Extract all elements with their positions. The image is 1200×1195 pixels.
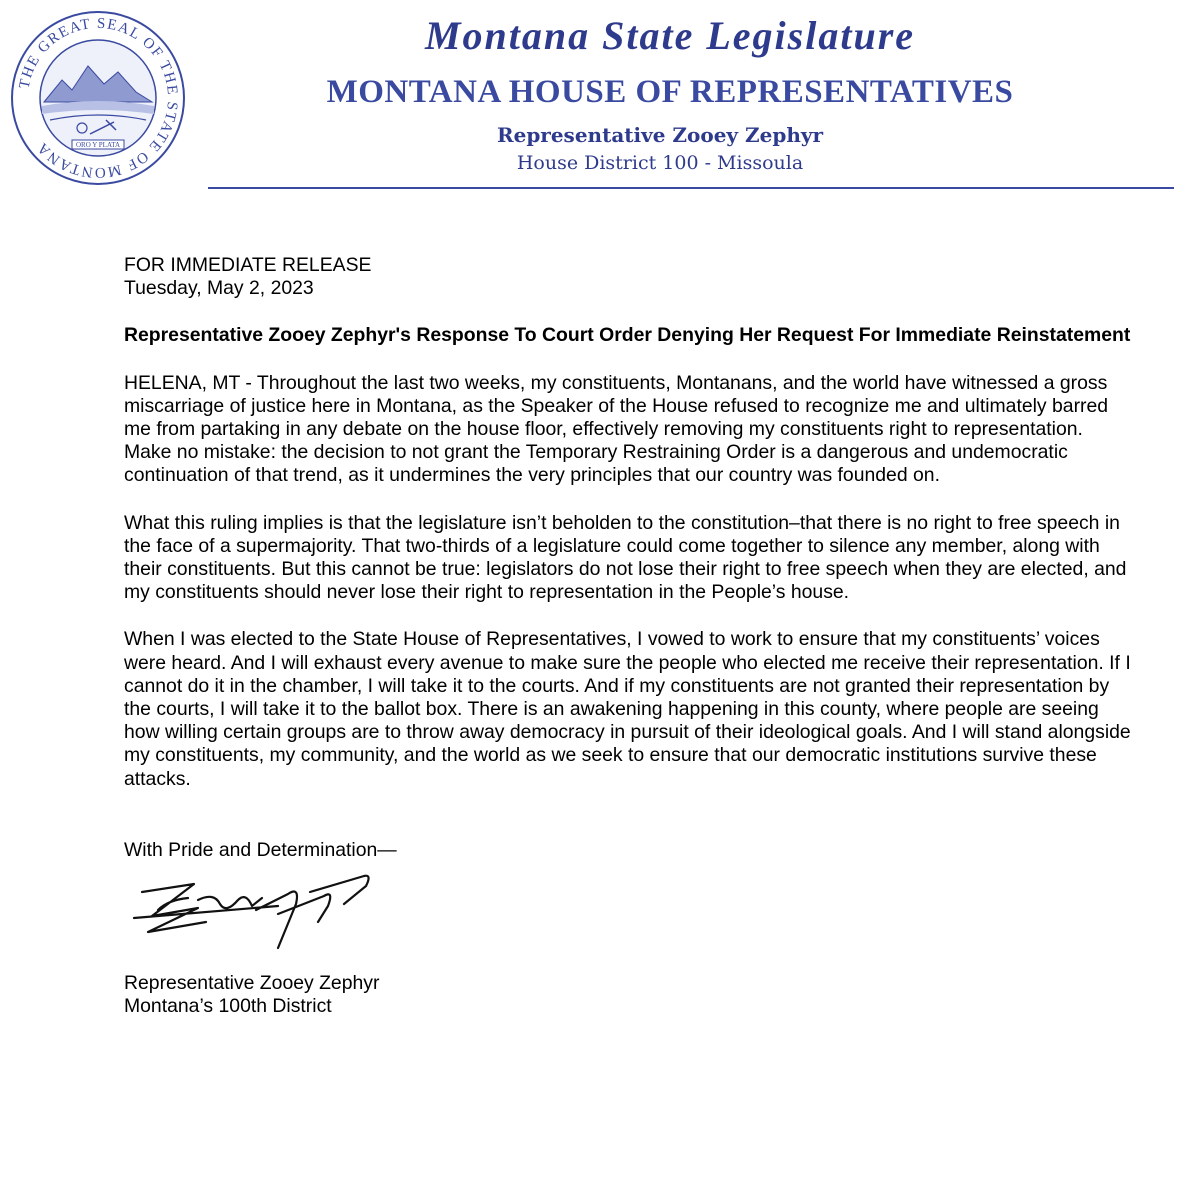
representative-name: Representative Zooey Zephyr [496,123,824,147]
paragraph-3: When I was elected to the State House of Representatives, I vowed to work to ensure that my constituents’ voices were heard. And I will exhaust every avenue to make sure the people who elected me receive their representation. If I cannot do it in the chamber, I will take it to the courts. And if my constituents are not granted their representation by the courts, I will take it to the ballot box. There is an awakening happening in this county, where people are seeing how willing certain groups are to throw away democracy in pursuit of their ideological goals. And I will stand alongside my constituents, my community, and the world as we seek to ensure that our democratic institutions survive these attacks. [124,628,1131,790]
signatory-name: Representative Zooey Zephyr [124,972,380,995]
release-date: Tuesday, May 2, 2023 [124,277,314,300]
house-title: MONTANA HOUSE OF REPRESENTATIVES [326,74,1014,110]
header-divider [208,187,1174,189]
seal-ring-text: THE GREAT SEAL OF THE STATE OF MONTANA [16,15,181,181]
paragraph-2: What this ruling implies is that the legislature isn’t beholden to the constitution–that there is no right to free speech in the face of a supermajority. That two-thirds of a legislature could come together to silence any member, along with their constituents. But this cannot be true: legislators do not lose their right to free speech when they are elected, and my constituents should never lose their right to representation in the People’s house. [124,511,1127,604]
seal-motto: ORO Y PLATA [75,141,121,149]
signature-icon [128,870,398,950]
signatory-title: Montana’s 100th District [124,995,332,1018]
letterhead [0,0,1200,200]
state-seal-icon [10,10,186,186]
release-info [124,254,1134,300]
headline: Representative Zooey Zephyr's Response To Court Order Denying Her Request For Immediate Reinstatement [124,324,1131,347]
press-release-body [124,254,1134,1018]
paragraph-1: HELENA, MT - Throughout the last two weeks, my constituents, Montanans, and the world have witnessed a gross miscarriage of justice here in Montana, as the Speaker of the House refused to recognize me and ultimately barred me from partaking in any debate on the house floor, effectively removing my constituents right to representation. Make no mistake: the decision to not grant the Temporary Restraining Order is a dangerous and undemocratic continuation of that trend, as it undermines the very principles that our country was founded on. [124,371,1109,487]
release-label: FOR IMMEDIATE RELEASE [124,254,372,276]
house-district: House District 100 - Missoula [516,152,804,174]
legislature-title: Montana State Legislature [424,13,916,58]
sign-off: With Pride and Determination— [124,838,397,861]
